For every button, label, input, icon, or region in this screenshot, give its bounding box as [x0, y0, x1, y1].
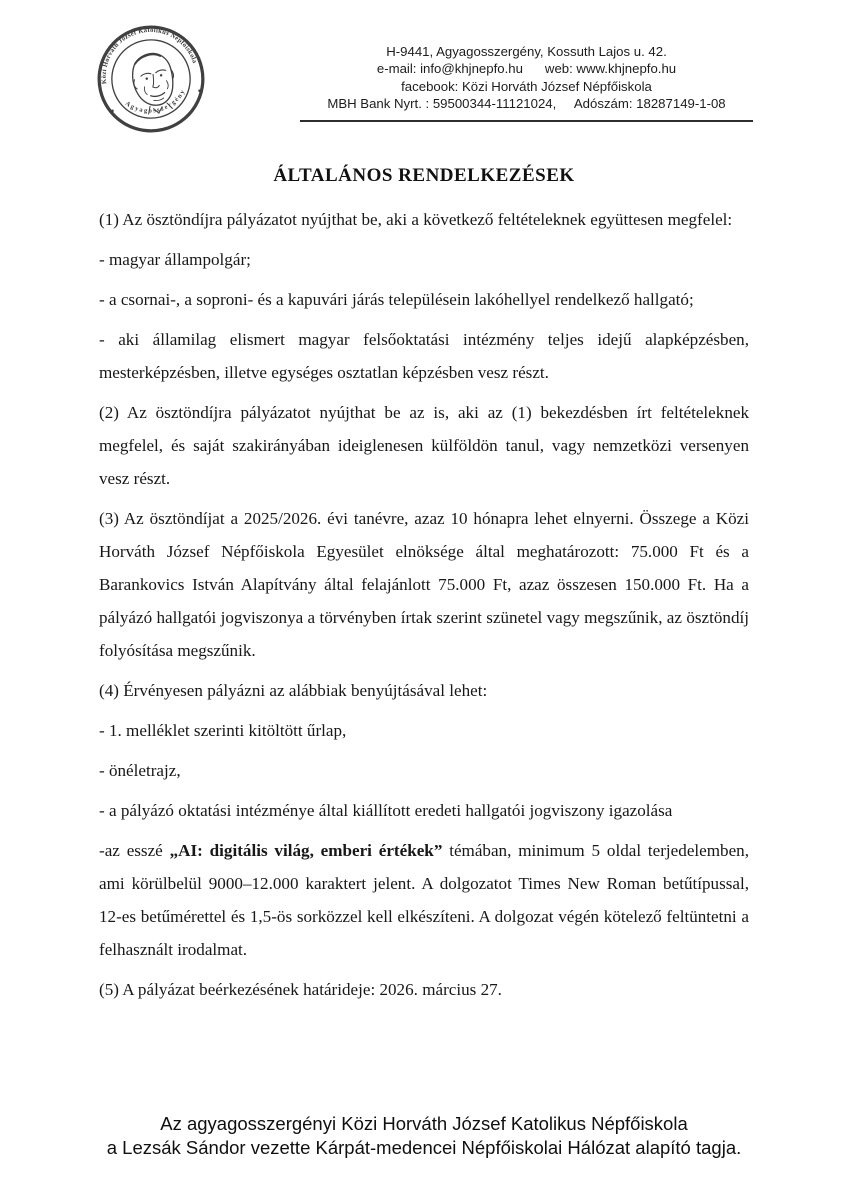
stamp-ring-text: Közi Horváth József Katolikus Népfőiskola [100, 26, 199, 85]
document-body [99, 165, 749, 1013]
list-item-certificate: - a pályázó oktatási intézménye által kiállított eredeti hallgatói jogviszony igazolása [99, 801, 673, 820]
stamp-outer-ring [90, 18, 212, 140]
paragraph-1: (1) Az ösztöndíjra pályázatot nyújthat be, aki a következő feltételeknek együttesen megfelel: [99, 210, 733, 229]
list-item-citizen: - magyar állampolgár; [99, 250, 251, 269]
essay-topic-bold: „AI: digitális világ, emberi értékek” [169, 841, 443, 860]
paragraph-5-deadline: (5) A pályázat beérkezésének határideje: 2026. március 27. [99, 980, 502, 999]
paragraph-4: (4) Érvényesen pályázni az alábbiak benyújtásával lehet: [99, 681, 488, 700]
contact-bank-tax-line: MBH Bank Nyrt. : 59500344-11121024, Adószám: 18287149-1-08 [327, 96, 726, 112]
stamp-logo [90, 18, 212, 140]
footer-line-2: a Lezsák Sándor vezette Kárpát-medencei Népfőiskolai Hálózat alapító tagja. [106, 1136, 742, 1158]
list-item-residence: - a csornai-, a soproni- és a kapuvári járás településein lakóhellyel rendelkező hallgató; [99, 290, 694, 309]
document-title: ÁLTALÁNOS RENDELKEZÉSEK [273, 165, 575, 186]
list-item-cv: - önéletrajz, [99, 761, 181, 780]
contact-facebook-line: facebook: Közi Horváth József Népfőiskola [401, 78, 652, 94]
header-divider [300, 120, 753, 122]
stamp-bottom-text: Agyagosszergény [123, 87, 188, 115]
contact-email-web-line: e-mail: info@khjnepfo.hu web: www.khjnepfo.hu [376, 61, 677, 77]
header-contact-block [300, 43, 753, 113]
list-item-essay [99, 834, 749, 966]
paragraph-3: (3) Az ösztöndíjat a 2025/2026. évi tanévre, azaz 10 hónapra lehet elnyerni. Összege a Közi Horváth József Népfőiskola Egyesület elnöksége által meghatározott: 75.000 Ft és a Barankovics István Alapítvány által felajánlott 75.000 Ft, azaz összesen 150.000 Ft. Ha a pályázó hallgatói jogviszonya a törvényben írtak szerint szünetel vagy megszűnik, az ösztöndíj folyósítása megszűnik. [99, 509, 749, 660]
essay-suffix: témában, minimum 5 oldal terjedelemben, ami körülbelül 9000–12.000 karaktert jelent. A dolgozatot Times New Roman betűtípussal, 12-es betűmérettel és 1,5-ös sorközzel kell elkészíteni. A dolgozat végén kötelező feltüntetni a felhasznált irodalmat. [99, 841, 749, 959]
list-item-form: - 1. melléklet szerinti kitöltött űrlap, [99, 721, 347, 740]
portrait-stamp-icon [90, 18, 212, 140]
paragraph-2: (2) Az ösztöndíjra pályázatot nyújthat be az is, aki az (1) bekezdésben írt feltételeknek megfelel, és saját szakirányában ideiglenesen külföldön tanul, vagy nemzetközi versenyen vesz részt. [99, 403, 749, 488]
footer-line-1: Az agyagosszergényi Közi Horváth József Katolikus Népfőiskola [160, 1113, 688, 1134]
list-item-education: - aki államilag elismert magyar felsőoktatási intézmény teljes idejű alapképzésben, mesterképzésben, illetve egységes osztatlan képzésben vesz részt. [99, 330, 749, 382]
essay-prefix: -az esszé [99, 841, 170, 860]
page-footer [0, 1112, 848, 1159]
contact-address-line: H-9441, Agyagosszergény, Kossuth Lajos u. 42. [386, 44, 667, 59]
